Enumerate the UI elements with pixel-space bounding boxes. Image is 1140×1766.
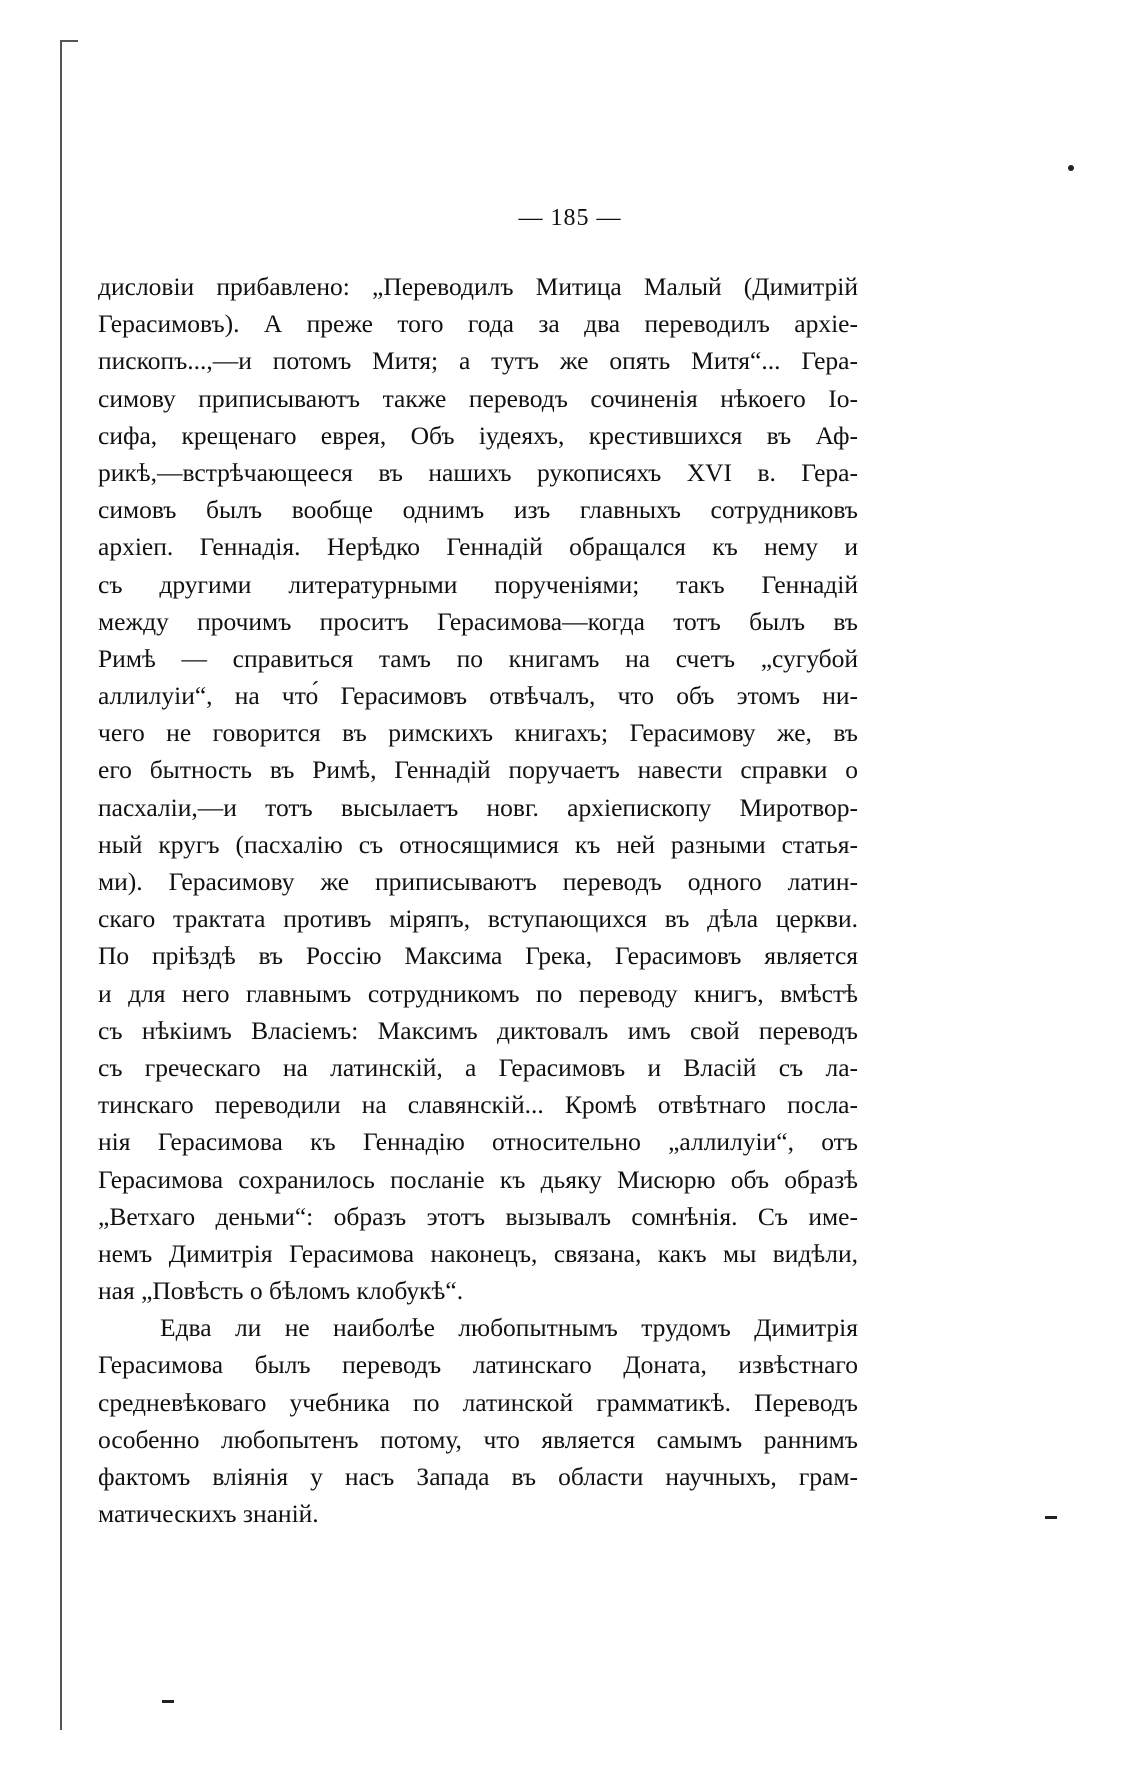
- text-line: скаго трактата противъ міряпъ, вступающихся въ дѣла церкви.: [98, 904, 858, 934]
- text-line: Герасимова сохранилось посланіе къ дьяку Мисюрю объ образѣ: [98, 1164, 858, 1194]
- text-line: пасхаліи,—и тотъ высылаетъ новг. архіепископу Миротвор-: [98, 792, 858, 822]
- text-line: архіеп. Геннадія. Нерѣдко Геннадій обращался къ нему и: [98, 532, 858, 562]
- scan-speck: [162, 1700, 174, 1703]
- body-text: [98, 268, 858, 1532]
- text-line: Герасимова былъ переводъ латинскаго Доната, извѣстнаго: [98, 1350, 858, 1380]
- text-line: фактомъ вліянія у насъ Запада въ области научныхъ, грам-: [98, 1462, 858, 1491]
- text-line: аллилуіи“, на что́ Герасимовъ отвѣчалъ, что объ этомъ ни-: [98, 681, 858, 711]
- scan-edge-line: [60, 40, 62, 1730]
- text-line: его бытность въ Римѣ, Геннадій поручаетъ навести справки о: [98, 755, 858, 785]
- text-line: немъ Димитрія Герасимова наконецъ, связана, какъ мы видѣли,: [98, 1238, 858, 1268]
- text-line: дисловіи прибавлено: „Переводилъ Митица Малый (Димитрій: [98, 272, 858, 301]
- page-number: — 185 —: [518, 205, 622, 231]
- text-line: съ греческаго на латинскій, а Герасимовъ и Власій съ ла-: [98, 1052, 858, 1082]
- text-line: и для него главнымъ сотрудникомъ по переводу книгъ, вмѣстѣ: [98, 978, 858, 1008]
- text-line: средневѣковаго учебника по латинской грамматикѣ. Переводъ: [98, 1387, 858, 1417]
- text-line: ми). Герасимову же приписываютъ переводъ одного латин-: [98, 867, 858, 896]
- text-line: между прочимъ проситъ Герасимова—когда тотъ былъ въ: [98, 606, 858, 636]
- text-line: тинскаго переводили на славянскій... Кромѣ отвѣтнаго посла-: [98, 1090, 858, 1120]
- text-line: симову приписываютъ также переводъ сочиненія нѣкоего Іо-: [98, 383, 858, 413]
- text-line: съ нѣкіимъ Власіемъ: Максимъ диктовалъ имъ свой переводъ: [98, 1015, 858, 1045]
- scan-speck: [1045, 1516, 1057, 1519]
- text-line: ный кругъ (пасхалію съ относящимися къ ней разными статья-: [98, 829, 858, 859]
- text-line: „Ветхаго деньми“: образъ этотъ вызывалъ сомнѣнія. Съ име-: [98, 1201, 858, 1231]
- text-line: матическихъ знаній.: [98, 1499, 319, 1529]
- text-line: особенно любопытенъ потому, что является самымъ раннимъ: [98, 1424, 858, 1454]
- text-line: съ другими литературными порученіями; такъ Геннадій: [98, 569, 858, 599]
- text-line: ная „Повѣсть о бѣломъ клобукѣ“.: [98, 1276, 464, 1306]
- scan-corner-mark: [60, 40, 78, 42]
- text-line: сифа, крещенаго еврея, Объ іудеяхъ, крестившихся въ Аф-: [98, 420, 858, 450]
- text-line: Римѣ — справиться тамъ по книгамъ на счетъ „сугубой: [98, 643, 858, 673]
- text-line: симовъ былъ вообще однимъ изъ главныхъ сотрудниковъ: [98, 495, 858, 525]
- text-line: чего не говорится въ римскихъ книгахъ; Герасимову же, въ: [98, 718, 858, 748]
- text-line: Едва ли не наиболѣе любопытнымъ трудомъ Димитрія: [160, 1313, 858, 1343]
- text-line: пископъ...,—и потомъ Митя; а тутъ же опять Митя“... Гера-: [98, 346, 858, 376]
- text-line: рикѣ,—встрѣчающееся въ нашихъ рукописяхъ XVI в. Гера-: [98, 457, 858, 487]
- scan-speck: [1068, 165, 1074, 171]
- text-line: нія Герасимова къ Геннадію относительно „аллилуіи“, отъ: [98, 1127, 858, 1157]
- text-line: Герасимовъ). А преже того года за два переводилъ архіе-: [98, 309, 858, 339]
- text-line: По пріѣздѣ въ Россію Максима Грека, Герасимовъ является: [98, 941, 858, 971]
